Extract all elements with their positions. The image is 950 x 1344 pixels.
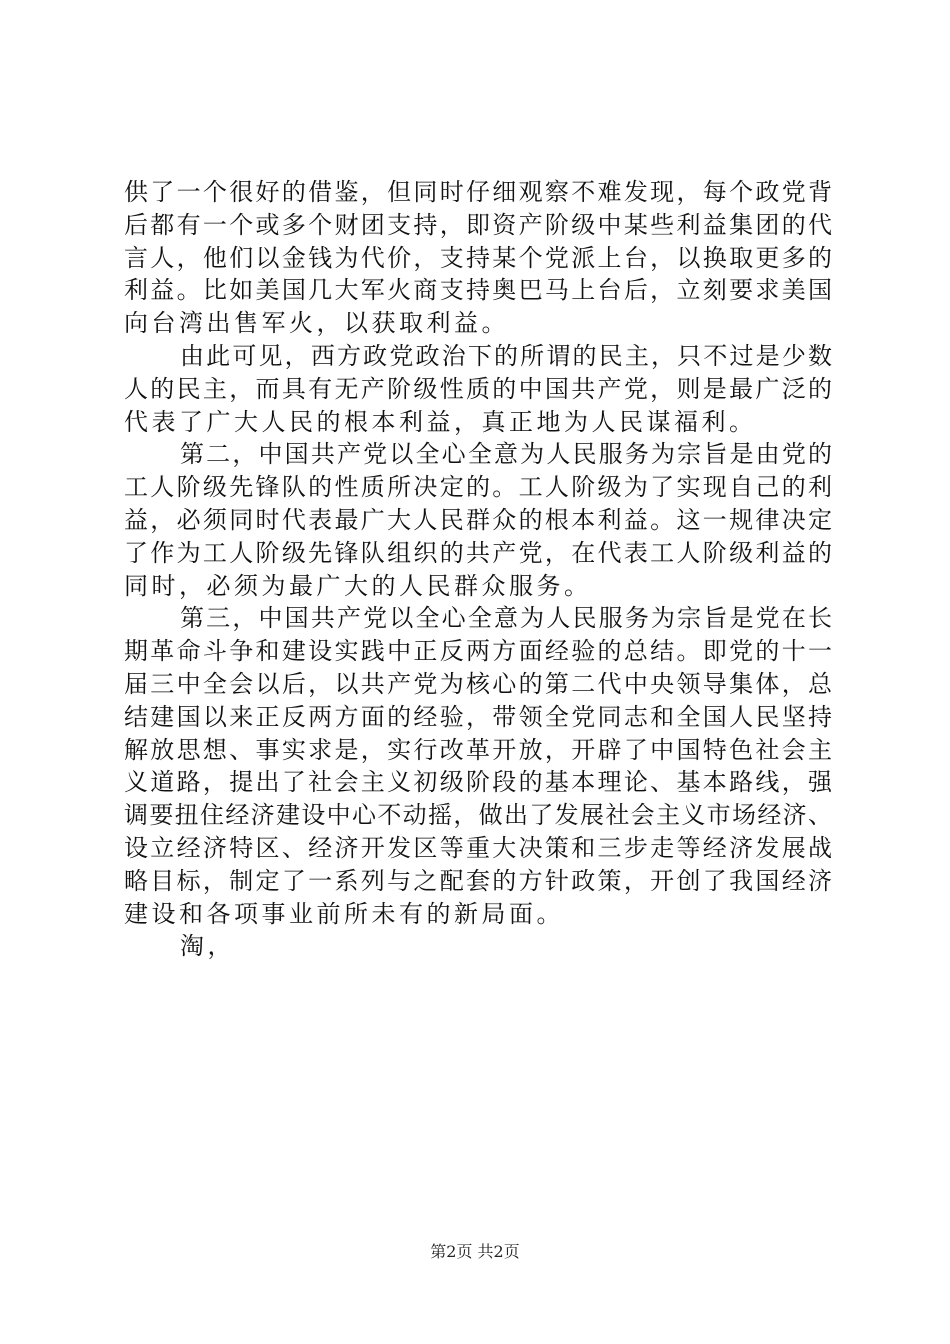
text-line: 代表了广大人民的根本利益，真正地为人民谋福利。 xyxy=(124,407,757,436)
text-line: 调要扭住经济建设中心不动摇，做出了发展社会主义市场经济、 xyxy=(124,801,832,830)
text-line: 向台湾出售军火，以获取利益。 xyxy=(124,309,509,338)
text-line: 益，必须同时代表最广大人民群众的根本利益。这一规律决定 xyxy=(124,505,832,534)
text-line: 略目标，制定了一系列与之配套的方针政策，开创了我国经济 xyxy=(124,866,832,895)
text-line: 期革命斗争和建设实践中正反两方面经验的总结。即党的十一 xyxy=(124,637,832,666)
text-line: 利益。比如美国几大军火商支持奥巴马上台后，立刻要求美国 xyxy=(124,276,832,305)
text-line: 工人阶级先锋队的性质所决定的。工人阶级为了实现自己的利 xyxy=(124,473,832,502)
text-line: 设立经济特区、经济开发区等重大决策和三步走等经济发展战 xyxy=(124,833,832,862)
paragraph-first-line: 淘， xyxy=(180,932,235,961)
page-number-footer: 第2页 共2页 xyxy=(430,1242,520,1261)
text-line: 了作为工人阶级先锋队组织的共产党，在代表工人阶级利益的 xyxy=(124,538,832,567)
text-line: 结建国以来正反两方面的经验，带领全党同志和全国人民坚持 xyxy=(124,702,832,731)
text-line: 建设和各项事业前所未有的新局面。 xyxy=(124,899,564,928)
text-line: 后都有一个或多个财团支持，即资产阶级中某些利益集团的代 xyxy=(124,210,832,239)
text-line: 同时，必须为最广大的人民群众服务。 xyxy=(124,571,592,600)
paragraph-first-line: 由此可见，西方政党政治下的所谓的民主，只不过是少数 xyxy=(180,341,832,370)
text-line: 供了一个很好的借鉴，但同时仔细观察不难发现，每个政党背 xyxy=(124,178,832,206)
paragraph-first-line: 第三，中国共产党以全心全意为人民服务为宗旨是党在长 xyxy=(180,604,832,633)
paragraph-first-line: 第二，中国共产党以全心全意为人民服务为宗旨是由党的 xyxy=(180,440,832,469)
text-line: 言人，他们以金钱为代价，支持某个党派上台，以换取更多的 xyxy=(124,243,832,272)
text-line: 解放思想、事实求是，实行改革开放，开辟了中国特色社会主 xyxy=(124,735,832,764)
document-body xyxy=(124,176,832,963)
text-line: 人的民主，而具有无产阶级性质的中国共产党，则是最广泛的 xyxy=(124,374,832,403)
text-line: 届三中全会以后，以共产党为核心的第二代中央领导集体，总 xyxy=(124,669,832,698)
text-line: 义道路，提出了社会主义初级阶段的基本理论、基本路线，强 xyxy=(124,768,832,797)
